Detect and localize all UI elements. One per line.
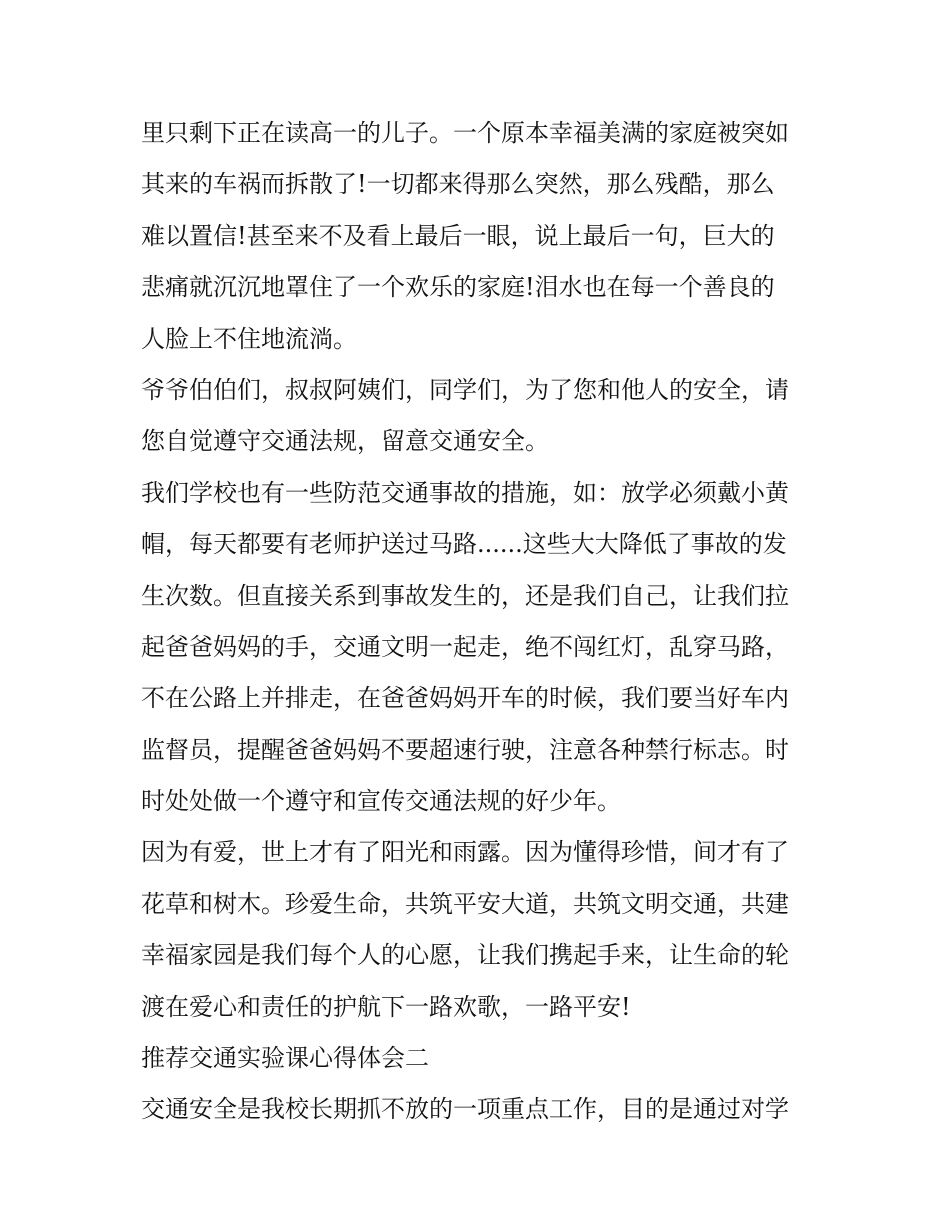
- text-line: 里只剩下正在读高一的儿子。一个原本幸福美满的家庭被突如: [141, 119, 789, 147]
- text-line: 交通安全是我校长期抓不放的一项重点工作，目的是通过对学: [141, 1095, 789, 1124]
- section-heading: 推荐交通实验课心得体会二: [141, 1044, 429, 1073]
- text-line: 其来的车祸而拆散了!一切都来得那么突然，那么残酷，那么: [141, 170, 775, 199]
- text-line: 时处处做一个遵守和宣传交通法规的好少年。: [141, 787, 621, 816]
- text-line: 因为有爱，世上才有了阳光和雨露。因为懂得珍惜，间才有了: [141, 838, 789, 867]
- text-line: 帽，每天都要有老师护送过马路......这些大大降低了事故的发: [141, 530, 787, 559]
- text-line: 渡在爱心和责任的护航下一路欢歌，一路平安!: [141, 992, 631, 1021]
- document-body: [141, 108, 821, 1136]
- text-line: 监督员，提醒爸爸妈妈不要超速行驶，注意各种禁行标志。时: [141, 735, 789, 764]
- text-line: 花草和树木。珍爱生命，共筑平安大道，共筑文明交通，共建: [141, 889, 789, 918]
- text-line: 难以置信!甚至来不及看上最后一眼，说上最后一句，巨大的: [141, 221, 775, 250]
- text-line: 悲痛就沉沉地罩住了一个欢乐的家庭!泪水也在每一个善良的: [141, 273, 775, 302]
- text-line: 您自觉遵守交通法规，留意交通安全。: [141, 427, 549, 456]
- text-line: 爷爷伯伯们，叔叔阿姨们，同学们，为了您和他人的安全，请: [141, 375, 789, 404]
- text-line: 我们学校也有一些防范交通事故的措施，如：放学必须戴小黄: [141, 478, 789, 507]
- text-line: 不在公路上并排走，在爸爸妈妈开车的时候，我们要当好车内: [141, 684, 789, 713]
- text-line: 人脸上不住地流淌。: [141, 324, 357, 353]
- text-line: 生次数。但直接关系到事故发生的，还是我们自己，让我们拉: [141, 581, 789, 610]
- text-line: 幸福家园是我们每个人的心愿，让我们携起手来，让生命的轮: [141, 941, 789, 970]
- text-line: 起爸爸妈妈的手，交通文明一起走，绝不闯红灯，乱穿马路，: [141, 632, 789, 661]
